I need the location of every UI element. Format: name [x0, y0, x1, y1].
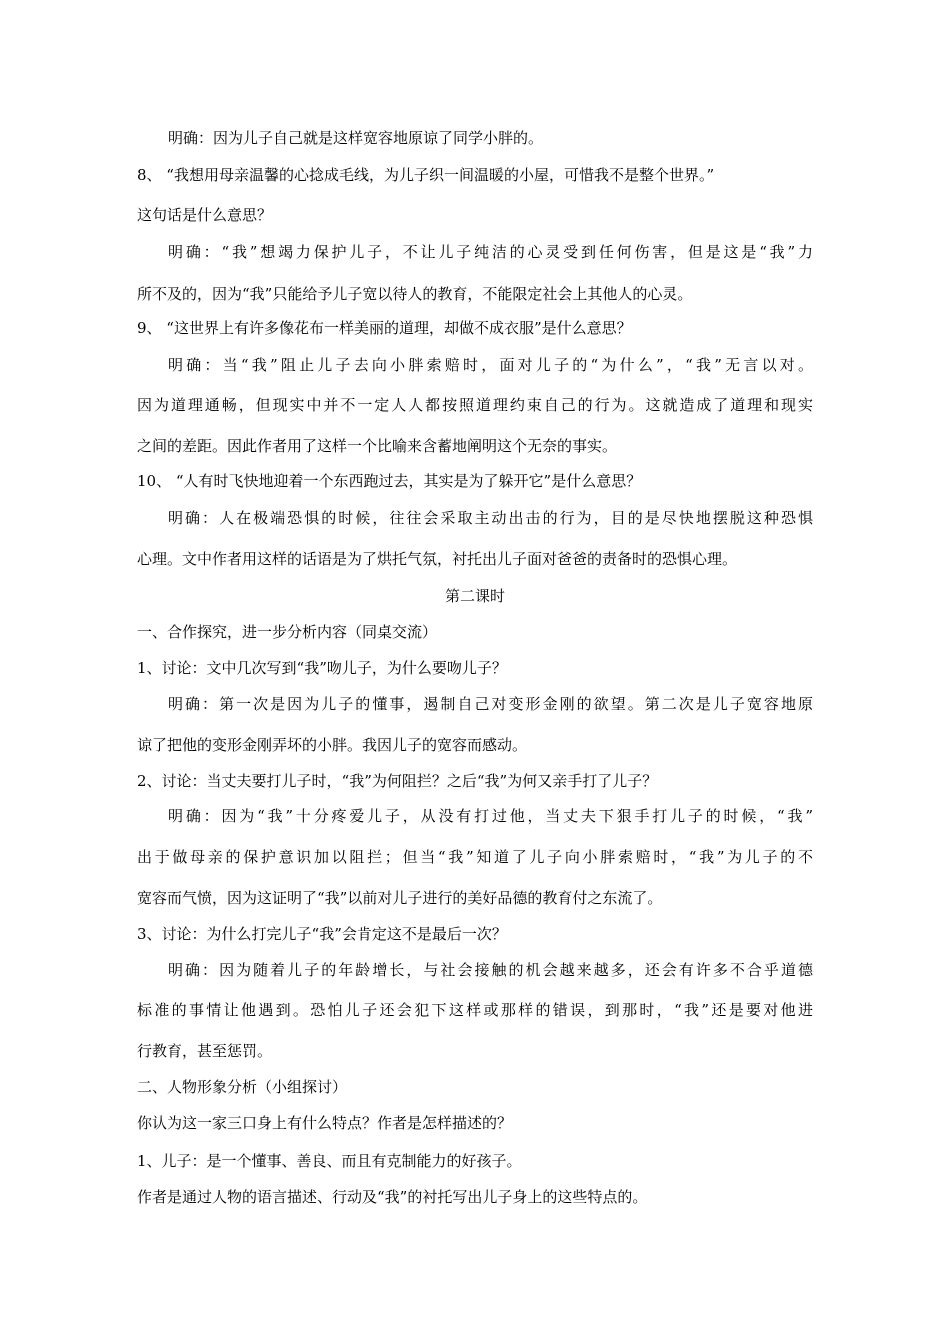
- answer-d3-line-1: 明确：因为随着儿子的年龄增长，与社会接触的机会越来越多，还会有许多不合乎道德: [168, 961, 813, 979]
- answer-d3-line-3: 行教育，甚至惩罚。: [137, 1042, 273, 1060]
- section-heading: 第二课时: [444, 587, 505, 605]
- answer-d2-line-2: 出于做母亲的保护意识加以阻拦；但当“我”知道了儿子向小胖索赔时，“我”为儿子的不: [137, 848, 813, 866]
- answer-10-line-1: 明确：人在极端恐惧的时候，往往会采取主动出击的行为，目的是尽快地摆脱这种恐惧: [168, 509, 813, 527]
- answer-8-line-1: 明确：“我”想竭力保护儿子，不让儿子纯洁的心灵受到任何伤害，但是这是“我”力: [168, 243, 813, 261]
- paragraph-line: 作者是通过人物的语言描述、行动及“我”的衬托写出儿子身上的这些特点的。: [137, 1188, 648, 1206]
- question-10: 10、 “人有时飞快地迎着一个东西跑过去，其实是为了躲开它”是什么意思？: [137, 472, 642, 490]
- paragraph-line: 明确：因为儿子自己就是这样宽容地原谅了同学小胖的。: [168, 129, 544, 147]
- character-son: 1、儿子：是一个懂事、善良、而且有克制能力的好孩子。: [137, 1152, 522, 1170]
- discussion-3: 3、讨论：为什么打完儿子“我”会肯定这不是最后一次？: [137, 925, 507, 943]
- paragraph-line: 这句话是什么意思？: [137, 206, 273, 224]
- answer-d3-line-2: 标准的事情让他遇到。恐怕儿子还会犯下这样或那样的错误，到那时，“我”还是要对他进: [137, 1001, 813, 1019]
- question-8: 8、 “我想用母亲温馨的心捻成毛线，为儿子织一间温暖的小屋，可惜我不是整个世界。”: [137, 166, 715, 184]
- answer-d2-line-3: 宽容而气愤，因为这证明了“我”以前对儿子进行的美好品德的教育付之东流了。: [137, 889, 663, 907]
- answer-9-line-1: 明确：当“我”阻止儿子去向小胖索赔时，面对儿子的“为什么”，“我”无言以对。: [168, 356, 813, 374]
- answer-9-line-3: 之间的差距。因此作者用了这样一个比喻来含蓄地阐明这个无奈的事实。: [137, 437, 618, 455]
- answer-10-line-2: 心理。文中作者用这样的话语是为了烘托气氛，衬托出儿子面对爸爸的责备时的恐惧心理。: [137, 550, 738, 568]
- paragraph-line: 你认为这一家三口身上有什么特点？作者是怎样描述的？: [137, 1114, 513, 1132]
- answer-d1-line-2: 谅了把他的变形金刚弄坏的小胖。我因儿子的宽容而感动。: [137, 736, 528, 754]
- answer-d2-line-1: 明确：因为“我”十分疼爱儿子，从没有打过他，当丈夫下狠手打儿子的时候，“我”: [168, 807, 813, 825]
- part-2-heading: 二、人物形象分析（小组探讨）: [137, 1078, 348, 1096]
- discussion-1: 1、讨论：文中几次写到“我”吻儿子，为什么要吻儿子？: [137, 659, 507, 677]
- answer-8-line-2: 所不及的，因为“我”只能给予儿子宽以待人的教育，不能限定社会上其他人的心灵。: [137, 285, 693, 303]
- answer-9-line-2: 因为道理通畅，但现实中并不一定人人都按照道理约束自己的行为。这就造成了道理和现实: [137, 396, 813, 414]
- discussion-2: 2、讨论：当丈夫要打儿子时，“我”为何阻拦？之后“我”为何又亲手打了儿子？: [137, 772, 658, 790]
- answer-d1-line-1: 明确：第一次是因为儿子的懂事，遏制自己对变形金刚的欲望。第二次是儿子宽容地原: [168, 695, 813, 713]
- question-9: 9、 “这世界上有许多像花布一样美丽的道理，却做不成衣服”是什么意思？: [137, 319, 632, 337]
- part-1-heading: 一、合作探究，进一步分析内容（同桌交流）: [137, 623, 438, 641]
